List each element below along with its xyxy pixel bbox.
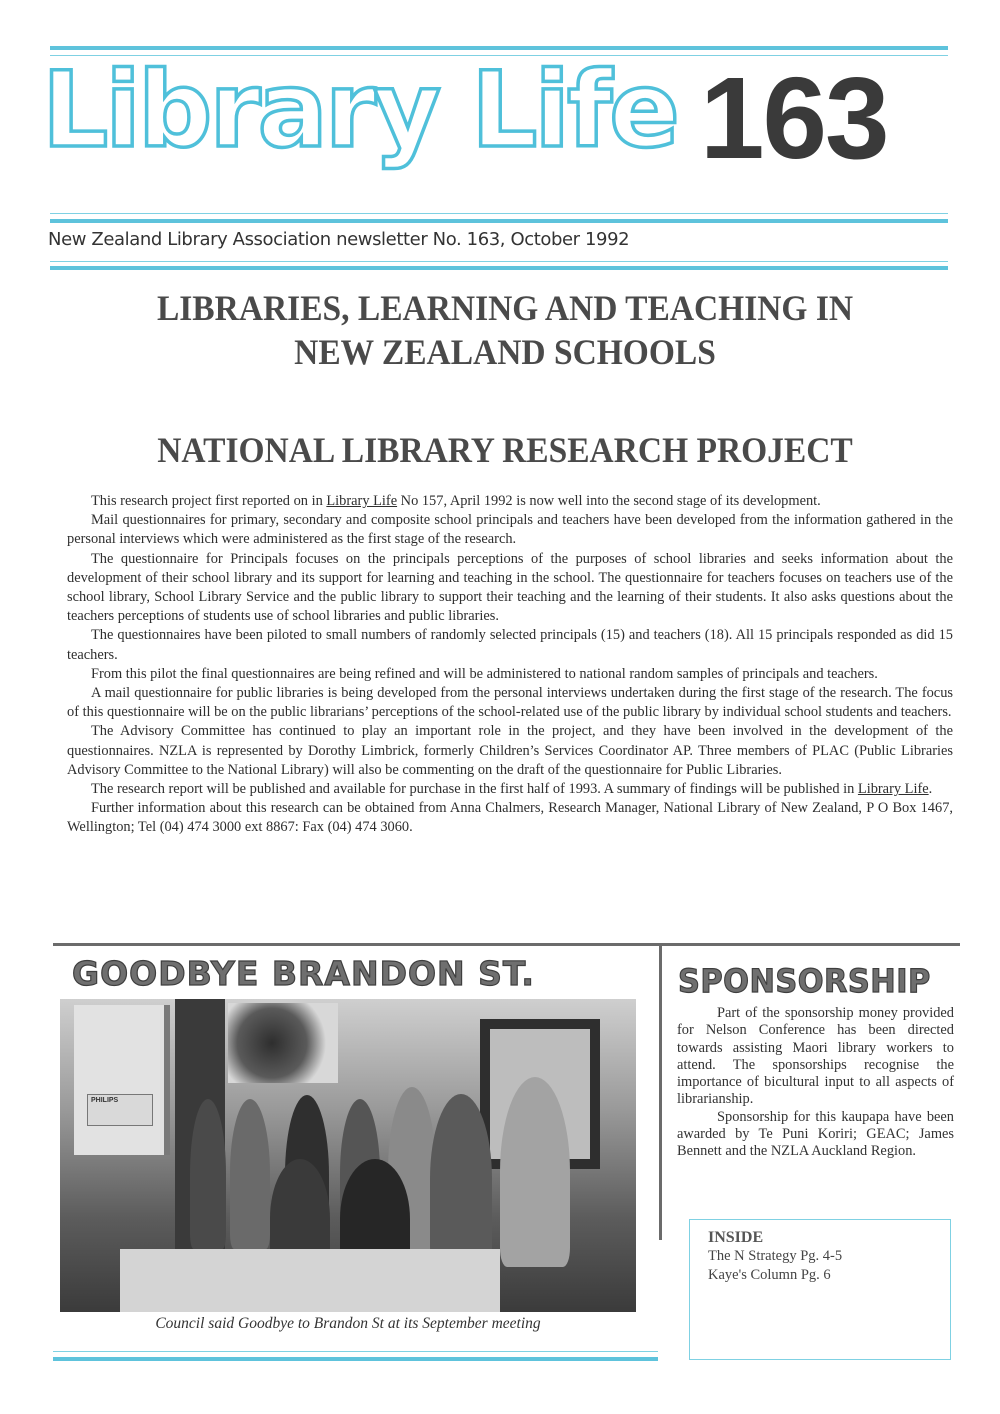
article-paragraph: The questionnaire for Principals focuses on the principals perceptions of the purposes of school libraries and seeks information about the development of their school library and its support for learning and teaching in the school. The questionnaire for teachers focuses on teachers use of the school library, School Library Service and the public library to support their teaching and the learning of their students. It also asks questions about the teachers perceptions of students use of school libraries and public libraries. [67,550,953,625]
article-text: No 157, April 1992 is now well into the second stage of its development. [397,493,821,509]
photo-plant [228,1003,338,1083]
photo-person [230,1099,270,1249]
article-text: . [928,781,933,798]
subtitle-top-rule-thick [50,219,948,223]
article-paragraph: Mail questionnaires for primary, secondary and composite school principals and teachers have been developed from the information gathered in the personal interviews which were administered as the first stage of the research. [67,512,953,548]
issue-number: 163 [700,53,888,183]
article-paragraph [67,492,953,511]
subtitle-bottom-rule-thick [50,266,948,270]
newsletter-subtitle: New Zealand Library Association newsletter No. 163, October 1992 [48,229,630,250]
photo-philips-box: PHILIPS [87,1094,153,1126]
article-text: This research project first reported on in [91,493,327,509]
inside-title: INSIDE [708,1229,764,1246]
article-paragraph [67,780,953,799]
section-divider-horizontal [53,943,960,946]
photo-window [74,1005,170,1155]
library-life-link: Library Life [857,781,929,798]
library-life-link: Library Life [326,493,398,509]
article-paragraph: A mail questionnaire for public libraries is being developed from the personal interviews undertaken during the first stage of the research. The focus of this questionnaire will be on the public librarians’ perceptions of the school-related use of the public library by individual school students and teachers. [67,685,953,721]
photo-table [120,1249,500,1312]
masthead-title: Library Life [42,49,677,171]
photo-person [430,1094,492,1264]
photo-person [500,1077,570,1267]
footer-rule-thick [53,1357,658,1361]
main-headline-line-1: LIBRARIES, LEARNING AND TEACHING IN [156,288,854,328]
main-headline-line-2: NEW ZEALAND SCHOOLS [294,332,716,372]
goodbye-brandon-st-title: GOODBYE BRANDON ST. [72,954,535,993]
article-paragraph: The questionnaires have been piloted to small numbers of randomly selected principals (15) and teachers (18). All 15 principals responded as did 15 teachers. [67,627,953,663]
inside-contents-box [689,1219,951,1360]
article-text: The research report will be published and available for purchase in the first half of 1993. A summary of findings will be published in [91,781,858,798]
article-paragraph: From this pilot the final questionnaires are being refined and will be administered to national random samples of principals and teachers. [91,665,878,682]
main-headline [91,286,919,374]
section-divider-vertical [659,943,662,1240]
photo-caption: Council said Goodbye to Brandon St at its September meeting [155,1315,541,1332]
sponsorship-body [677,1005,954,1161]
article-paragraph: Further information about this research can be obtained from Anna Chalmers, Research Manager, National Library of New Zealand, P O Box 1467, Wellington; Tel (04) 474 3000 ext 8867: Fax (04) 474 3060. [67,800,953,836]
footer-rule-thin [53,1351,658,1352]
photo-person [190,1099,226,1249]
subtitle-bottom-rule-thin [50,261,948,262]
council-group-photo [60,999,636,1312]
inside-item: Kaye's Column Pg. 6 [708,1267,831,1283]
subtitle-top-rule-thin [50,213,948,214]
sub-headline: NATIONAL LIBRARY RESEARCH PROJECT [157,430,853,470]
sponsorship-title: SPONSORSHIP [678,962,931,1000]
sponsorship-paragraph: Sponsorship for this kaupapa have been awarded by Te Puni Koriri; GEAC; James Bennett and the NZLA Auckland Region. [677,1108,954,1160]
sponsorship-paragraph: Part of the sponsorship money provided for Nelson Conference has been directed towards assisting Maori library workers to attend. The sponsorships recognise the importance of bicultural input to all aspects of librarianship. [677,1005,954,1108]
inside-item: The N Strategy Pg. 4-5 [708,1248,843,1264]
article-paragraph: The Advisory Committee has continued to play an important role in the project, and they have been involved in the development of the questionnaires. NZLA is represented by Dorothy Limbrick, formerly Children’s Services Coordinator AP. Three members of PLAC (Public Libraries Advisory Committee to the National Library) will also be commenting on the draft of the questionnaire for Public Libraries. [67,723,953,778]
article-body [67,492,953,838]
